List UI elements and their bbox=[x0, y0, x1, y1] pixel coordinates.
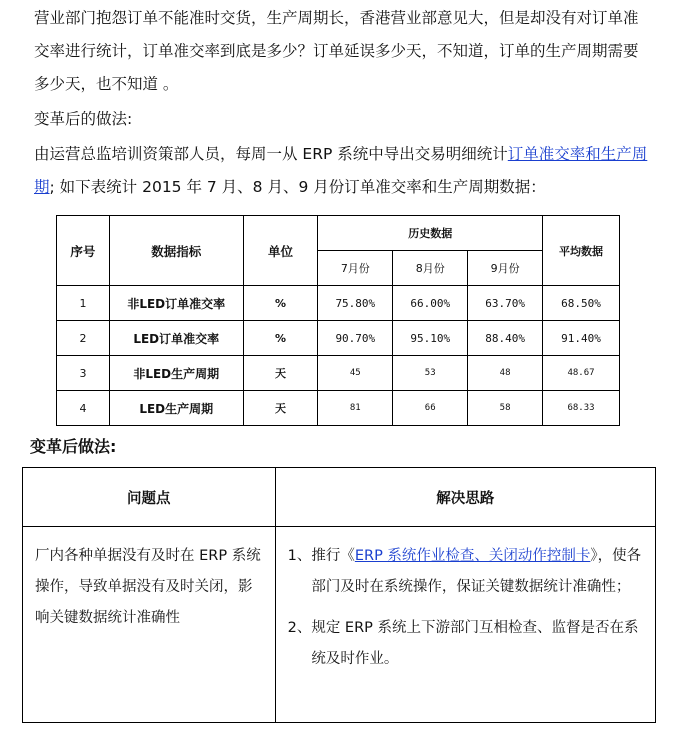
problem-cell: 厂内各种单据没有及时在 ERP 系统操作，导致单据没有及时关闭，影响关键数据统计准确性 bbox=[23, 527, 276, 723]
row-unit: % bbox=[243, 321, 318, 356]
table-row bbox=[57, 391, 620, 426]
table-row bbox=[57, 321, 620, 356]
solution-text-after: 》，使各部门及时在系统操作，保证关键数据统计准确性； bbox=[311, 548, 642, 595]
table-row bbox=[57, 286, 620, 321]
header-solution: 解决思路 bbox=[275, 468, 655, 527]
after-change-heading: 变革后的做法: bbox=[34, 110, 133, 128]
row-month-9: 63.70% bbox=[468, 286, 543, 321]
header-unit: 单位 bbox=[243, 216, 318, 286]
row-average: 68.50% bbox=[543, 286, 620, 321]
table-row bbox=[57, 356, 620, 391]
method-text-after: ; 如下表统计 2015 年 7 月、8 月、9 月份订单准交率和生产周期数据： bbox=[49, 178, 546, 196]
row-month-8: 66 bbox=[393, 391, 468, 426]
header-problem: 问题点 bbox=[23, 468, 276, 527]
header-average: 平均数据 bbox=[543, 216, 620, 286]
row-average: 91.40% bbox=[543, 321, 620, 356]
row-index: 4 bbox=[57, 391, 110, 426]
solution-item bbox=[284, 541, 647, 603]
row-month-7: 45 bbox=[318, 356, 393, 391]
row-index: 3 bbox=[57, 356, 110, 391]
solution-text bbox=[311, 541, 647, 603]
row-month-8: 95.10% bbox=[393, 321, 468, 356]
solution-number: 1、 bbox=[287, 548, 312, 564]
row-month-8: 53 bbox=[393, 356, 468, 391]
row-month-7: 81 bbox=[318, 391, 393, 426]
solution-table bbox=[22, 467, 656, 723]
solution-number: 2、 bbox=[287, 620, 312, 636]
row-index: 1 bbox=[57, 286, 110, 321]
solution-text-before: 推行《 bbox=[311, 548, 355, 564]
method-text-before: 由运营总监培训资策部人员，每周一从 ERP 系统中导出交易明细统计 bbox=[34, 145, 508, 163]
header-history: 历史数据 bbox=[318, 216, 543, 251]
solution-item bbox=[284, 613, 647, 675]
header-month-9: 9月份 bbox=[468, 251, 543, 286]
row-metric: 非LED订单准交率 bbox=[109, 286, 243, 321]
header-month-8: 8月份 bbox=[393, 251, 468, 286]
row-average: 48.67 bbox=[543, 356, 620, 391]
row-metric: 非LED生产周期 bbox=[109, 356, 243, 391]
row-month-8: 66.00% bbox=[393, 286, 468, 321]
control-card-link[interactable]: ERP 系统作业检查、关闭动作控制卡 bbox=[354, 548, 591, 564]
row-metric: LED订单准交率 bbox=[109, 321, 243, 356]
row-index: 2 bbox=[57, 321, 110, 356]
intro-paragraph: 营业部门抱怨订单不能准时交货，生产周期长，香港营业部意见大，但是却没有对订单准交率进行统计，订单准交率到底是多少？订单延误多少天，不知道，订单的生产周期需要多少天，也不知道 。 bbox=[34, 9, 639, 93]
statistics-table bbox=[56, 215, 620, 426]
header-month-7: 7月份 bbox=[318, 251, 393, 286]
row-month-9: 58 bbox=[468, 391, 543, 426]
row-month-7: 90.70% bbox=[318, 321, 393, 356]
header-index: 序号 bbox=[57, 216, 110, 286]
rate-cycle-link[interactable]: 订单准交率和生产周期 bbox=[34, 145, 648, 196]
solution-text: 规定 ERP 系统上下游部门互相检查、监督是否在系统及时作业。 bbox=[311, 620, 639, 667]
row-metric: LED生产周期 bbox=[109, 391, 243, 426]
header-metric: 数据指标 bbox=[109, 216, 243, 286]
row-month-7: 75.80% bbox=[318, 286, 393, 321]
method-paragraph bbox=[34, 138, 650, 204]
after-change-bold-heading: 变革后做法: bbox=[30, 437, 117, 456]
row-unit: 天 bbox=[243, 356, 318, 391]
row-unit: 天 bbox=[243, 391, 318, 426]
row-unit: % bbox=[243, 286, 318, 321]
row-month-9: 48 bbox=[468, 356, 543, 391]
row-month-9: 88.40% bbox=[468, 321, 543, 356]
row-average: 68.33 bbox=[543, 391, 620, 426]
solution-cell bbox=[275, 527, 655, 723]
